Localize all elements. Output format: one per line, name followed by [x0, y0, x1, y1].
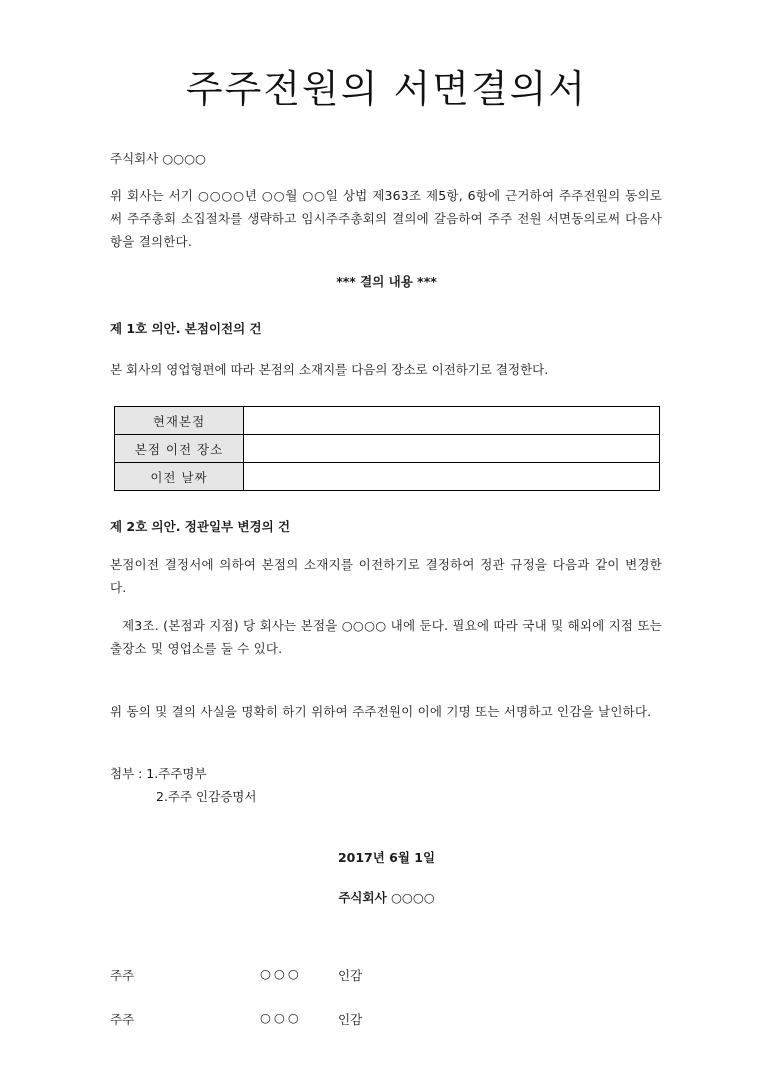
resolution-heading: *** 결의 내용 ***: [336, 274, 437, 289]
signature-label: 주주: [110, 968, 135, 983]
closing-paragraph: 위 동의 및 결의 사실을 명확히 하기 위하여 주주전원이 이에 기명 또는 서명하고 인감을 날인하다.: [110, 704, 652, 719]
item2-body: 본점이전 결정서에 의하여 본점의 소재지를 이전하기로 결정하여 정관 규정을 다음과 같이 변경한다.: [110, 557, 662, 595]
table-value: [244, 407, 660, 435]
table-row: [115, 435, 660, 463]
table-label: 현재본점: [115, 407, 244, 435]
table-value: [244, 435, 660, 463]
signature-label: 주주: [110, 1012, 135, 1027]
company-signature: 주식회사 ○○○○: [338, 890, 435, 905]
item1-heading: 제 1호 의안. 본점이전의 건: [110, 321, 262, 336]
article-text: 제3조. (본점과 지점) 당 회사는 본점을 ○○○○ 내에 둔다. 필요에 따라 국내 및 해외에 지점 또는 출장소 및 영업소를 둘 수 있다.: [110, 618, 662, 656]
table-value: [244, 463, 660, 491]
signature-name: ○○○: [260, 1010, 302, 1025]
signature-seal: 인감: [338, 1012, 363, 1027]
document-date: 2017년 6월 1일: [337, 850, 436, 865]
attachment-line-1: 첨부 : 1.주주명부: [110, 766, 207, 781]
relocation-table: [114, 406, 660, 491]
table-label: 본점 이전 장소: [115, 435, 244, 463]
table-row: [115, 463, 660, 491]
attachment-line-2: 2.주주 인감증명서: [156, 789, 257, 804]
document-title: 주주전원의 서면결의서: [185, 67, 588, 111]
signature-seal: 인감: [338, 968, 363, 983]
table-label: 이전 날짜: [115, 463, 244, 491]
table-row: [115, 407, 660, 435]
item2-heading: 제 2호 의안. 정관일부 변경의 건: [110, 519, 291, 534]
signature-name: ○○○: [260, 966, 302, 981]
item1-body: 본 회사의 영업형편에 따라 본점의 소재지를 다음의 장소로 이전하기로 결정한다.: [110, 362, 549, 377]
intro-paragraph: 위 회사는 서기 ○○○○년 ○○월 ○○일 상법 제363조 제5항, 6항에 근거하여 주주전원의 동의로써 주주총회 소집절차를 생략하고 임시주주총회의 결의에 갈음하여 주주 전원 서면동의로써 다음사항을 결의한다.: [110, 188, 662, 249]
company-line: 주식회사 ○○○○: [110, 151, 206, 166]
